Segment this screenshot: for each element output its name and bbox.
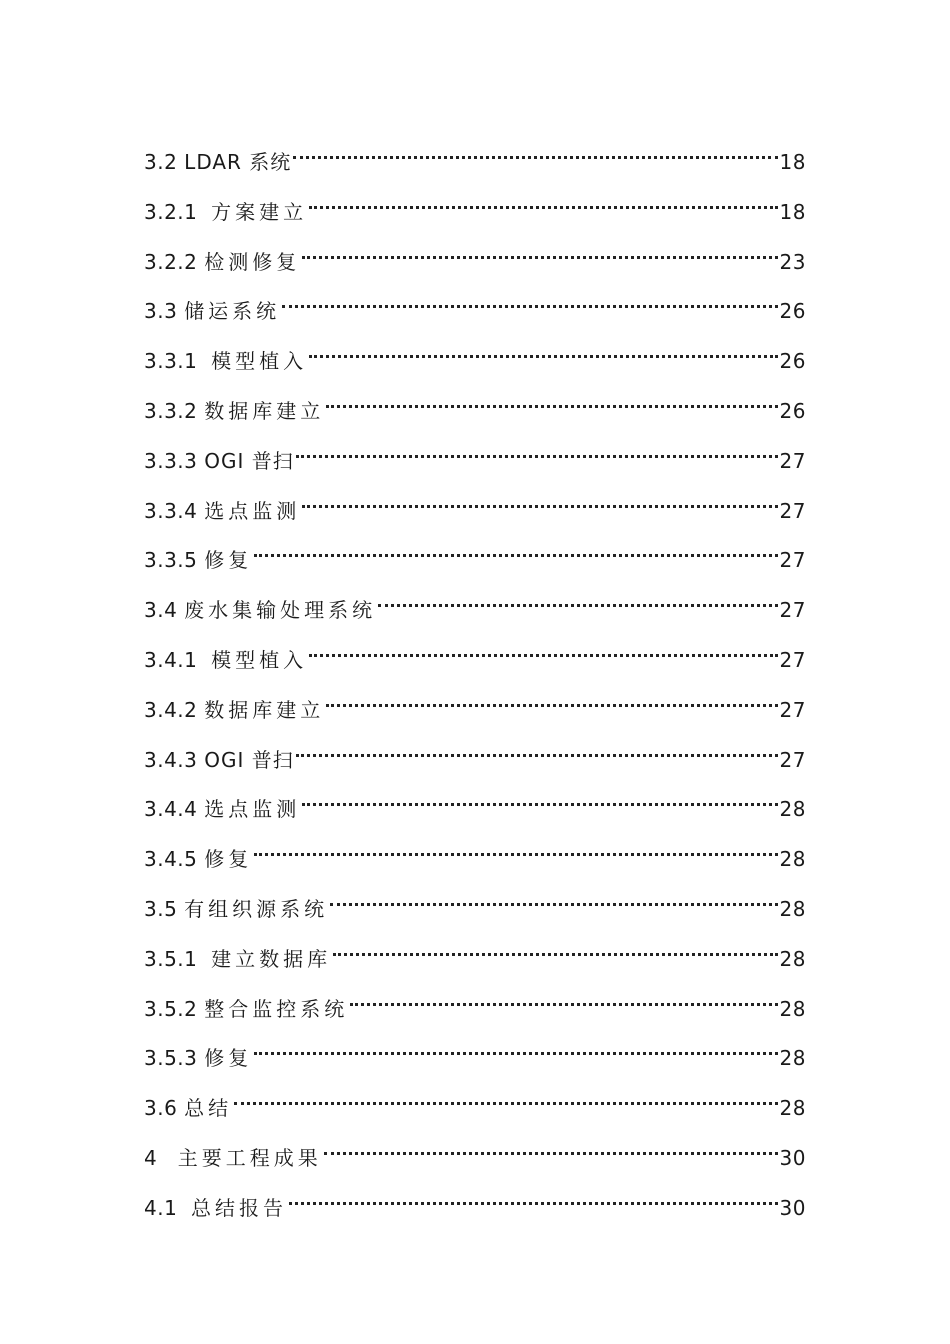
toc-entry-3-4-1[interactable]	[144, 627, 806, 677]
toc-entry-number: 3.3.5	[144, 548, 205, 573]
toc-entry-title: 选点监测	[204, 498, 301, 523]
toc-entry-number: 3.4.3	[144, 747, 205, 772]
toc-entry-title: OGI 普扫	[204, 448, 294, 473]
toc-entry-3-5[interactable]	[144, 876, 806, 926]
toc-entry-title: 修复	[204, 548, 253, 573]
toc-entry-number: 3.2	[144, 150, 185, 174]
toc-entry-title: OGI 普扫	[204, 747, 294, 772]
toc-entry-page: 28	[779, 946, 806, 971]
dot-leader	[234, 1075, 777, 1115]
toc-entry-number: 3.5.1	[144, 946, 212, 971]
toc-entry-3-3[interactable]	[144, 278, 806, 328]
dot-leader	[289, 1175, 778, 1215]
toc-entry-title: 总结	[184, 1096, 233, 1121]
toc-entry-page: 26	[779, 398, 806, 423]
toc-entry-4[interactable]	[144, 1125, 806, 1175]
toc-entry-page: 28	[779, 1096, 806, 1121]
toc-entry-title: 整合监控系统	[204, 996, 349, 1021]
toc-entry-title: 修复	[204, 1046, 253, 1071]
toc-entry-3-3-3[interactable]	[144, 428, 806, 478]
dot-leader	[309, 627, 777, 667]
toc-entry-number: 3.4.4	[144, 797, 205, 822]
toc-entry-3-3-4[interactable]	[144, 478, 806, 528]
dot-leader	[330, 876, 777, 916]
dot-leader	[326, 677, 777, 717]
toc-entry-page: 27	[779, 498, 806, 523]
toc-entry-title: 模型植入	[211, 647, 308, 672]
toc-entry-number: 3.3	[144, 299, 185, 324]
toc-entry-number: 3.3.2	[144, 398, 205, 423]
toc-entry-page: 23	[779, 249, 806, 274]
dot-leader	[302, 478, 777, 518]
toc-entry-title: 主要工程成果	[177, 1145, 322, 1170]
toc-entry-title: 废水集输处理系统	[184, 598, 377, 623]
toc-entry-title: 储运系统	[184, 299, 281, 324]
toc-entry-title: 建立数据库	[211, 946, 332, 971]
toc-entry-3-2-2[interactable]	[144, 229, 806, 279]
dot-leader	[309, 328, 777, 368]
toc-entry-page: 28	[779, 797, 806, 822]
toc-entry-3-6[interactable]	[144, 1075, 806, 1125]
toc-entry-3-5-2[interactable]	[144, 976, 806, 1026]
toc-entry-number: 3.4.1	[144, 647, 212, 672]
toc-entry-3-4-2[interactable]	[144, 677, 806, 727]
toc-entry-number: 3.3.1	[144, 349, 212, 374]
toc-entry-page: 27	[779, 697, 806, 722]
toc-entry-page: 18	[779, 150, 806, 174]
toc-entry-title: 总结报告	[191, 1195, 288, 1220]
dot-leader	[296, 428, 778, 468]
dot-leader	[378, 577, 777, 617]
toc-entry-3-2[interactable]	[144, 129, 806, 179]
dot-leader	[282, 278, 777, 318]
toc-entry-3-5-3[interactable]	[144, 1025, 806, 1075]
dot-leader	[302, 229, 777, 269]
toc-entry-number: 3.4	[144, 598, 185, 623]
toc-entry-number: 3.5.2	[144, 996, 205, 1021]
dot-leader	[254, 826, 777, 866]
toc-entry-title: 数据库建立	[204, 697, 325, 722]
toc-entry-page: 26	[779, 299, 806, 324]
toc-entry-title: 检测修复	[204, 249, 301, 274]
toc-entry-3-3-1[interactable]	[144, 328, 806, 378]
toc-entry-number: 3.4.5	[144, 847, 205, 872]
toc-entry-page: 28	[779, 1046, 806, 1071]
dot-leader	[309, 179, 777, 219]
toc-entry-title: 模型植入	[211, 349, 308, 374]
toc-entry-page: 26	[779, 349, 806, 374]
toc-entry-title: 选点监测	[204, 797, 301, 822]
table-of-contents	[144, 129, 806, 1225]
toc-entry-number: 3.3.4	[144, 498, 205, 523]
toc-entry-number: 3.2.2	[144, 249, 205, 274]
toc-entry-title: LDAR 系统	[184, 150, 292, 174]
toc-entry-number: 3.6	[144, 1096, 185, 1121]
dot-leader	[293, 129, 777, 169]
toc-entry-title: 方案建立	[211, 199, 308, 224]
toc-entry-3-3-5[interactable]	[144, 527, 806, 577]
toc-entry-3-4-4[interactable]	[144, 776, 806, 826]
toc-entry-title: 数据库建立	[204, 398, 325, 423]
toc-entry-3-3-2[interactable]	[144, 378, 806, 428]
toc-entry-3-2-1[interactable]	[144, 179, 806, 229]
toc-entry-page: 27	[779, 548, 806, 573]
toc-entry-number: 3.3.3	[144, 448, 205, 473]
dot-leader	[296, 727, 778, 767]
toc-entry-page: 28	[779, 847, 806, 872]
dot-leader	[302, 776, 777, 816]
toc-entry-number: 3.5.3	[144, 1046, 205, 1071]
toc-entry-title: 有组织源系统	[184, 896, 329, 921]
dot-leader	[350, 976, 777, 1016]
dot-leader	[254, 1025, 777, 1065]
toc-entry-page: 27	[779, 448, 806, 473]
toc-entry-3-4-5[interactable]	[144, 826, 806, 876]
toc-entry-page: 27	[779, 747, 806, 772]
toc-entry-page: 28	[779, 896, 806, 921]
toc-entry-number: 3.5	[144, 896, 185, 921]
toc-entry-3-4-3[interactable]	[144, 727, 806, 777]
toc-entry-page: 30	[779, 1145, 806, 1170]
toc-entry-number: 3.2.1	[144, 199, 212, 224]
toc-entry-page: 30	[779, 1195, 806, 1220]
toc-entry-number: 4.1	[144, 1195, 192, 1220]
toc-entry-page: 28	[779, 996, 806, 1021]
toc-entry-number: 3.4.2	[144, 697, 205, 722]
dot-leader	[324, 1125, 778, 1165]
toc-entry-page: 18	[779, 199, 806, 224]
dot-leader	[333, 926, 777, 966]
toc-entry-number: 4	[144, 1145, 178, 1170]
toc-entry-3-4[interactable]	[144, 577, 806, 627]
toc-entry-3-5-1[interactable]	[144, 926, 806, 976]
toc-entry-4-1[interactable]	[144, 1175, 806, 1225]
dot-leader	[326, 378, 777, 418]
dot-leader	[254, 527, 777, 567]
toc-entry-page: 27	[779, 598, 806, 623]
toc-entry-page: 27	[779, 647, 806, 672]
toc-entry-title: 修复	[204, 847, 253, 872]
